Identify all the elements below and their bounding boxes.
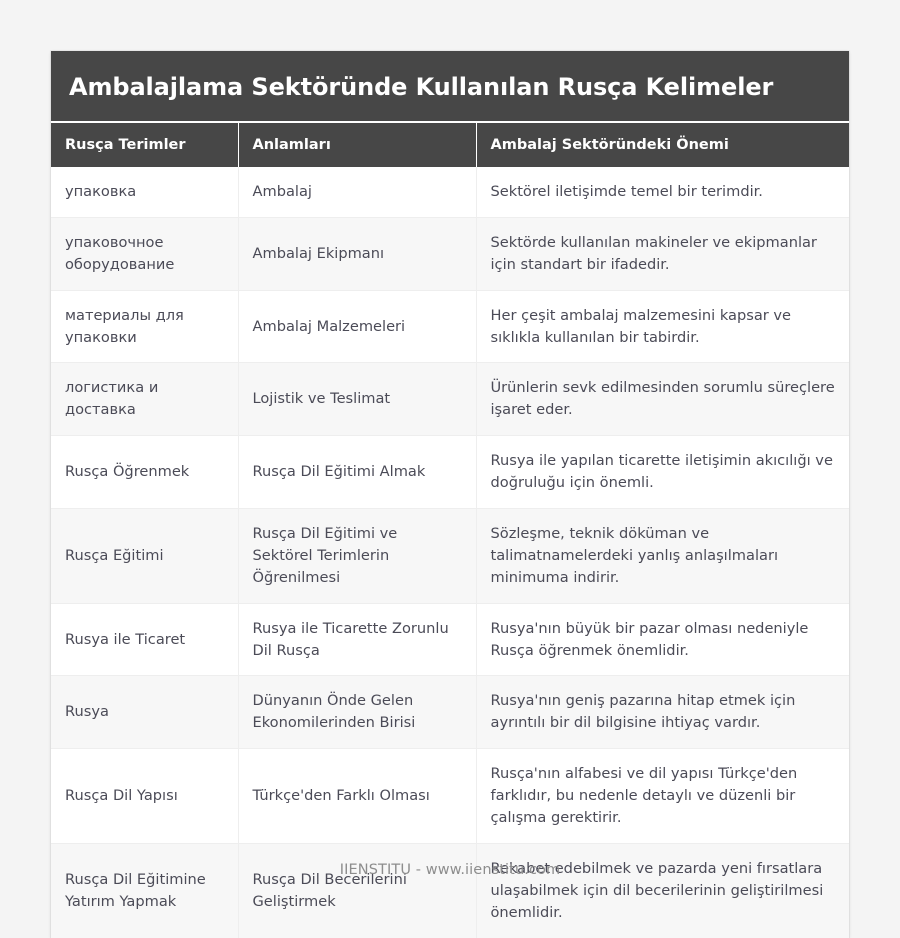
cell-term: Rusça Dil Eğitimine Yatırım Yapmak	[51, 843, 238, 937]
table-row	[51, 603, 849, 676]
table-row	[51, 290, 849, 363]
table-row	[51, 676, 849, 749]
table-row	[51, 436, 849, 509]
cell-term: Rusça Öğrenmek	[51, 436, 238, 509]
table-row	[51, 509, 849, 604]
cell-meaning: Lojistik ve Teslimat	[238, 363, 476, 436]
table-body	[51, 167, 849, 938]
footer-attribution: IIENSTITU - www.iienstitu.com	[339, 862, 561, 878]
table-head	[51, 123, 849, 167]
cell-term: Rusça Dil Yapısı	[51, 749, 238, 844]
cell-importance: Ürünlerin sevk edilmesinden sorumlu süreçlere işaret eder.	[476, 363, 849, 436]
cell-importance: Sözleşme, teknik döküman ve talimatnamelerdeki yanlış anlaşılmaları minimuma indirir.	[476, 509, 849, 604]
cell-term: упаковочное оборудование	[51, 217, 238, 290]
column-header-importance: Ambalaj Sektöründeki Önemi	[476, 123, 849, 167]
table-title: Ambalajlama Sektöründe Kullanılan Rusça Kelimeler	[51, 51, 849, 123]
cell-meaning: Rusya ile Ticarette Zorunlu Dil Rusça	[238, 603, 476, 676]
russian-packaging-terms-table	[51, 51, 849, 938]
cell-term: Rusya ile Ticaret	[51, 603, 238, 676]
cell-importance: Rusya'nın büyük bir pazar olması nedeniyle Rusça öğrenmek önemlidir.	[476, 603, 849, 676]
cell-meaning: Dünyanın Önde Gelen Ekonomilerinden Birisi	[238, 676, 476, 749]
cell-importance: Rusya'nın geniş pazarına hitap etmek için ayrıntılı bir dil bilgisine ihtiyaç vardır.	[476, 676, 849, 749]
cell-meaning: Ambalaj Ekipmanı	[238, 217, 476, 290]
cell-importance: Her çeşit ambalaj malzemesini kapsar ve sıklıkla kullanılan bir tabirdir.	[476, 290, 849, 363]
cell-meaning: Türkçe'den Farklı Olması	[238, 749, 476, 844]
column-header-term: Rusça Terimler	[51, 123, 238, 167]
cell-importance: Rekabet edebilmek ve pazarda yeni fırsatlara ulaşabilmek için dil becerilerinin geliştirilmesi önemlidir.	[476, 843, 849, 937]
table-header-row	[51, 123, 849, 167]
cell-meaning: Rusça Dil Eğitimi Almak	[238, 436, 476, 509]
table-row	[51, 843, 849, 937]
table-row	[51, 749, 849, 844]
column-header-meaning: Anlamları	[238, 123, 476, 167]
cell-term: материалы для упаковки	[51, 290, 238, 363]
cell-meaning: Ambalaj Malzemeleri	[238, 290, 476, 363]
cell-term: логистика и доставка	[51, 363, 238, 436]
cell-meaning: Rusça Dil Becerilerini Geliştirmek	[238, 843, 476, 937]
cell-meaning: Rusça Dil Eğitimi ve Sektörel Terimlerin Öğrenilmesi	[238, 509, 476, 604]
cell-importance: Sektörde kullanılan makineler ve ekipmanlar için standart bir ifadedir.	[476, 217, 849, 290]
table-row	[51, 217, 849, 290]
table-row	[51, 167, 849, 217]
cell-term: упаковка	[51, 167, 238, 217]
cell-importance: Rusya ile yapılan ticarette iletişimin akıcılığı ve doğruluğu için önemli.	[476, 436, 849, 509]
table-container	[51, 51, 849, 938]
cell-importance: Sektörel iletişimde temel bir terimdir.	[476, 167, 849, 217]
cell-meaning: Ambalaj	[238, 167, 476, 217]
cell-term: Rusya	[51, 676, 238, 749]
cell-importance: Rusça'nın alfabesi ve dil yapısı Türkçe'den farklıdır, bu nedenle detaylı ve düzenli bir çalışma gerektirir.	[476, 749, 849, 844]
cell-term: Rusça Eğitimi	[51, 509, 238, 604]
table-row	[51, 363, 849, 436]
